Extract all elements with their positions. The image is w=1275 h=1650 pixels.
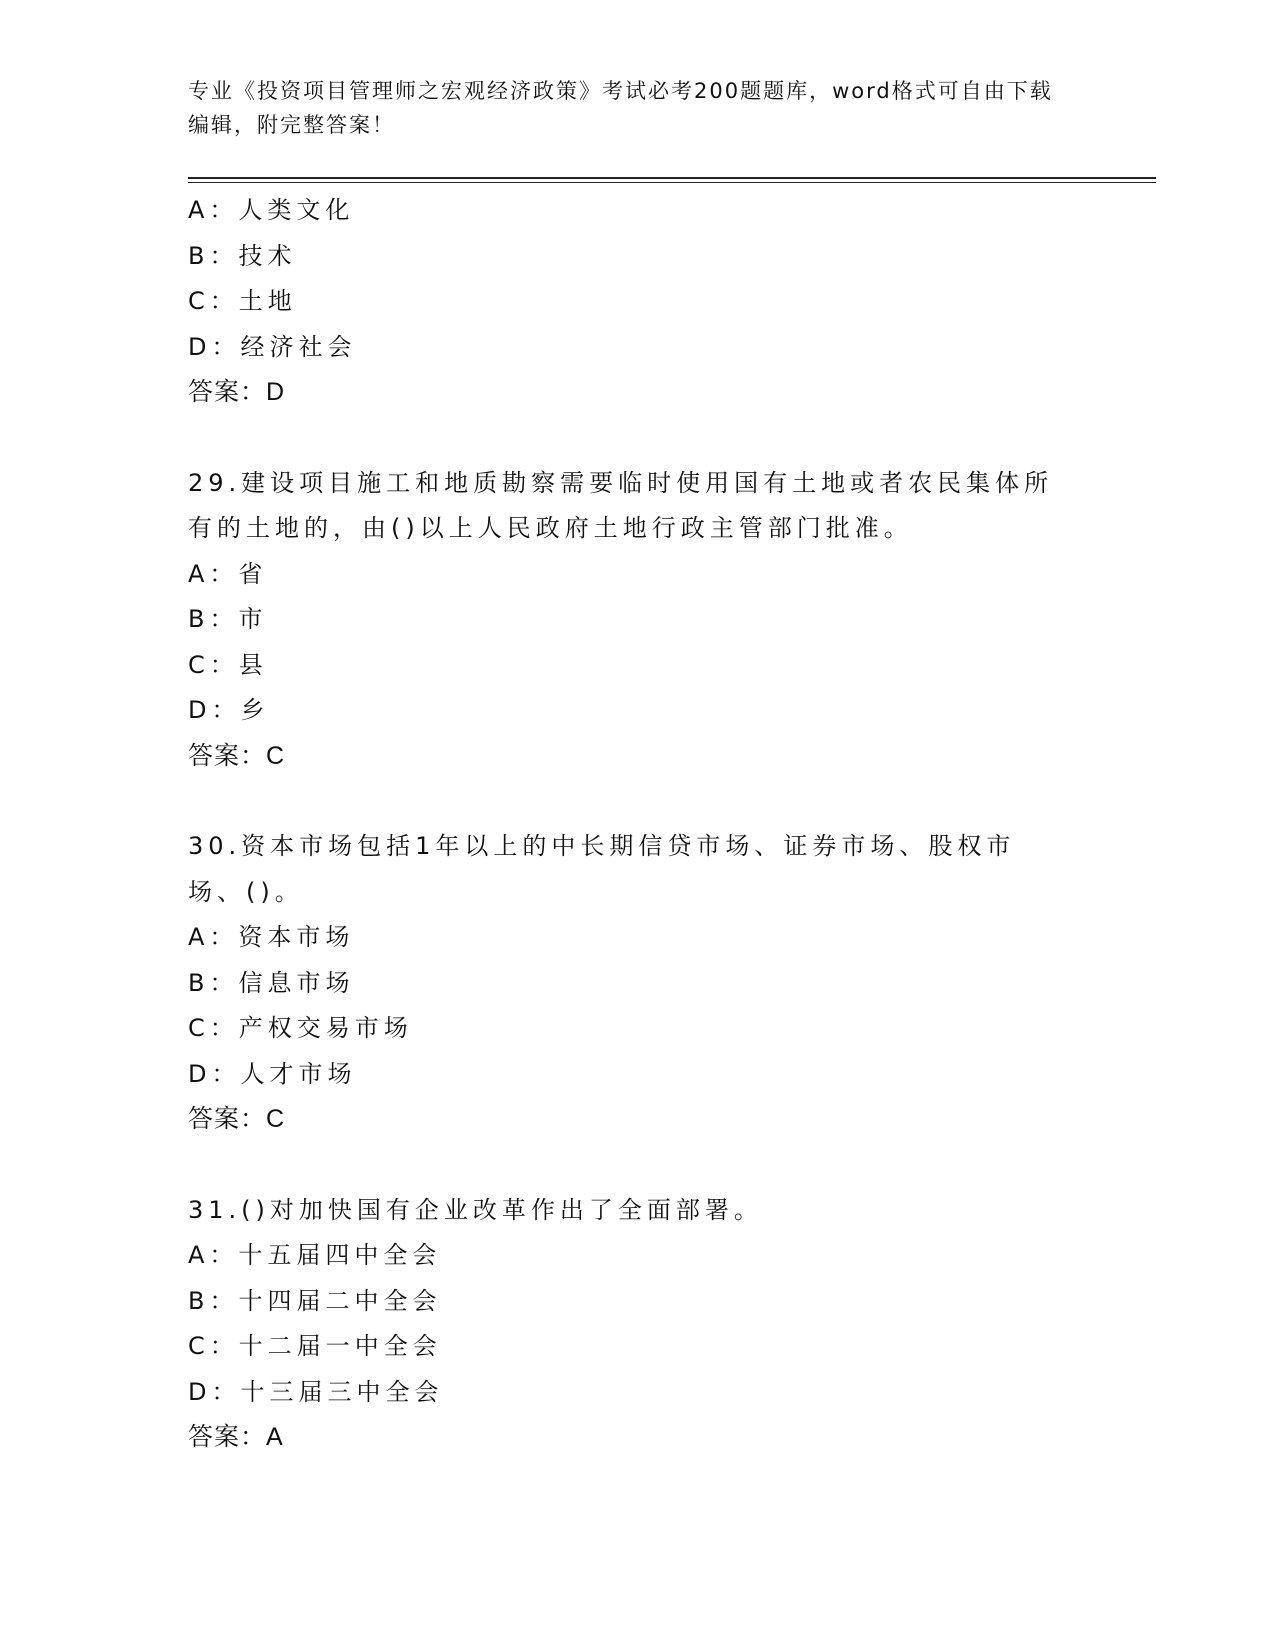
option-c: C：土地 bbox=[188, 287, 297, 315]
option-c: C：十二届一中全会 bbox=[188, 1332, 442, 1360]
question-block-31 bbox=[188, 1188, 1088, 1461]
option-b: B：信息市场 bbox=[188, 968, 355, 997]
option-a: A：人类文化 bbox=[188, 196, 355, 224]
answer-line: 答案：A bbox=[188, 1423, 284, 1451]
option-d: D：经济社会 bbox=[188, 332, 357, 361]
header-divider-thick bbox=[188, 177, 1156, 179]
answer-line: 答案：C bbox=[188, 741, 286, 770]
option-d: D：乡 bbox=[188, 696, 270, 724]
question-block-29 bbox=[188, 461, 1088, 780]
option-a: A：省 bbox=[188, 559, 268, 588]
option-d: D：人才市场 bbox=[188, 1059, 357, 1088]
option-a: A：十五届四中全会 bbox=[188, 1241, 442, 1269]
option-c: C：产权交易市场 bbox=[188, 1014, 413, 1042]
question-block-30 bbox=[188, 824, 1088, 1143]
option-a: A：资本市场 bbox=[188, 923, 355, 951]
option-b: B：十四届二中全会 bbox=[188, 1286, 442, 1315]
answer-line: 答案：D bbox=[188, 378, 286, 406]
answer-line: 答案：C bbox=[188, 1105, 286, 1133]
option-b: B：市 bbox=[188, 605, 268, 633]
question-text: 31.()对加快国有企业改革作出了全面部署。 bbox=[188, 1195, 763, 1224]
question-text: 30.资本市场包括1年以上的中长期信贷市场、证券市场、股权市场、()。 bbox=[188, 832, 1016, 906]
option-c: C：县 bbox=[188, 650, 268, 679]
option-b: B：技术 bbox=[188, 241, 297, 270]
header-divider-thin bbox=[188, 182, 1156, 183]
question-text: 29.建设项目施工和地质勘察需要临时使用国有土地或者农民集体所有的土地的，由()以上人民政府土地行政主管部门批准。 bbox=[188, 468, 1054, 542]
option-d: D：十三届三中全会 bbox=[188, 1377, 444, 1406]
prev-question-block bbox=[188, 188, 1088, 416]
question-list bbox=[188, 188, 1088, 1461]
document-header: 专业《投资项目管理师之宏观经济政策》考试必考200题题库，word格式可自由下载编辑，附完整答案！ bbox=[188, 79, 1053, 137]
